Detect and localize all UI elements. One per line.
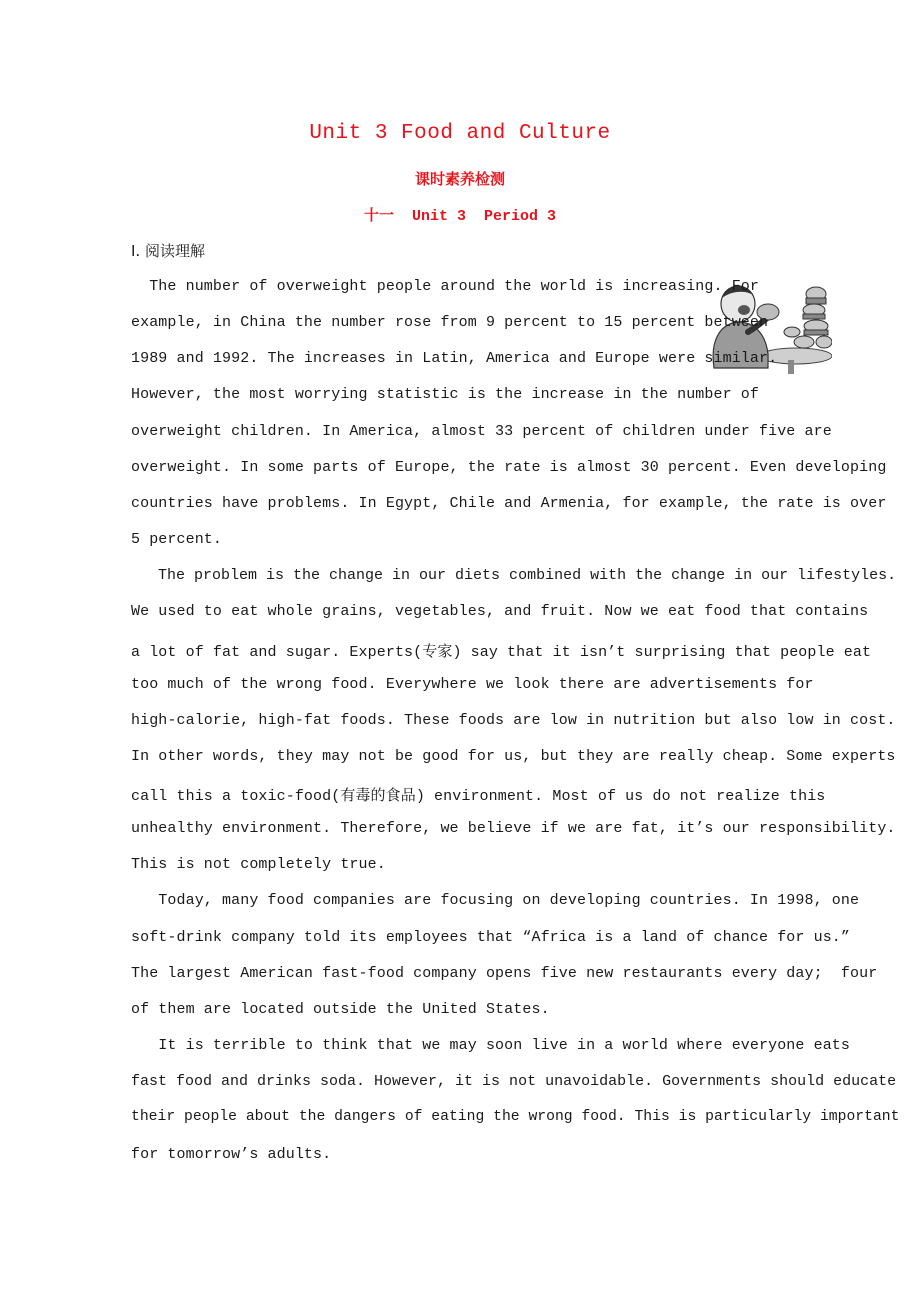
section-heading: Ⅰ. 阅读理解 [131, 242, 205, 260]
paragraph-line: high-calorie, high-fat foods. These foods are low in nutrition but also low in cost. [131, 712, 896, 729]
paragraph-line: overweight. In some parts of Europe, the rate is almost 30 percent. Even developing [131, 459, 887, 476]
paragraph-line: The largest American fast-food company opens five new restaurants every day; four [131, 965, 878, 982]
paragraph-line: 5 percent. [131, 531, 223, 548]
period-label: 十一 Unit 3 Period 3 [363, 208, 557, 225]
paragraph-line: In other words, they may not be good for us, but they are really cheap. Some experts [131, 748, 896, 765]
paragraph-line: unhealthy environment. Therefore, we believe if we are fat, it’s our responsibility. [131, 820, 896, 837]
paragraph-line: Today, many food companies are focusing on developing countries. In 1998, one [131, 892, 860, 909]
paragraph-line: overweight children. In America, almost 33 percent of children under five are [131, 423, 832, 440]
document-title: Unit 3 Food and Culture [309, 122, 611, 145]
paragraph-line: soft-drink company told its employees that “Africa is a land of chance for us.” [131, 929, 851, 946]
paragraph-line: example, in China the number rose from 9 percent to 15 percent between [131, 314, 769, 331]
paragraph-line: of them are located outside the United States. [131, 1001, 550, 1018]
paragraph-line: call this a toxic-food(有毒的食品) environment. Most of us do not realize this [131, 788, 826, 805]
paragraph-line: 1989 and 1992. The increases in Latin, America and Europe were similar. [131, 350, 778, 367]
paragraph-line: However, the most worrying statistic is the increase in the number of [131, 386, 760, 403]
paragraph-line: for tomorrow’s adults. [131, 1146, 332, 1163]
paragraph-line: We used to eat whole grains, vegetables, and fruit. Now we eat food that contains [131, 603, 869, 620]
paragraph-line: fast food and drinks soda. However, it is not unavoidable. Governments should educate [131, 1073, 897, 1090]
paragraph-line: too much of the wrong food. Everywhere we look there are advertisements for [131, 676, 814, 693]
paragraph-line: countries have problems. In Egypt, Chile and Armenia, for example, the rate is over [131, 495, 887, 512]
paragraph-line: The problem is the change in our diets combined with the change in our lifestyles. [131, 567, 897, 584]
document-subtitle: 课时素养检测 [414, 170, 505, 188]
paragraph-line: a lot of fat and sugar. Experts(专家) say that it isn’t surprising that people eat [131, 644, 872, 661]
paragraph-line: This is not completely true. [131, 856, 386, 873]
paragraph-line: their people about the dangers of eating the wrong food. This is particularly important [131, 1109, 900, 1125]
paragraph-line: The number of overweight people around the world is increasing. For [131, 278, 760, 295]
paragraph-line: It is terrible to think that we may soon live in a world where everyone eats [131, 1037, 851, 1054]
